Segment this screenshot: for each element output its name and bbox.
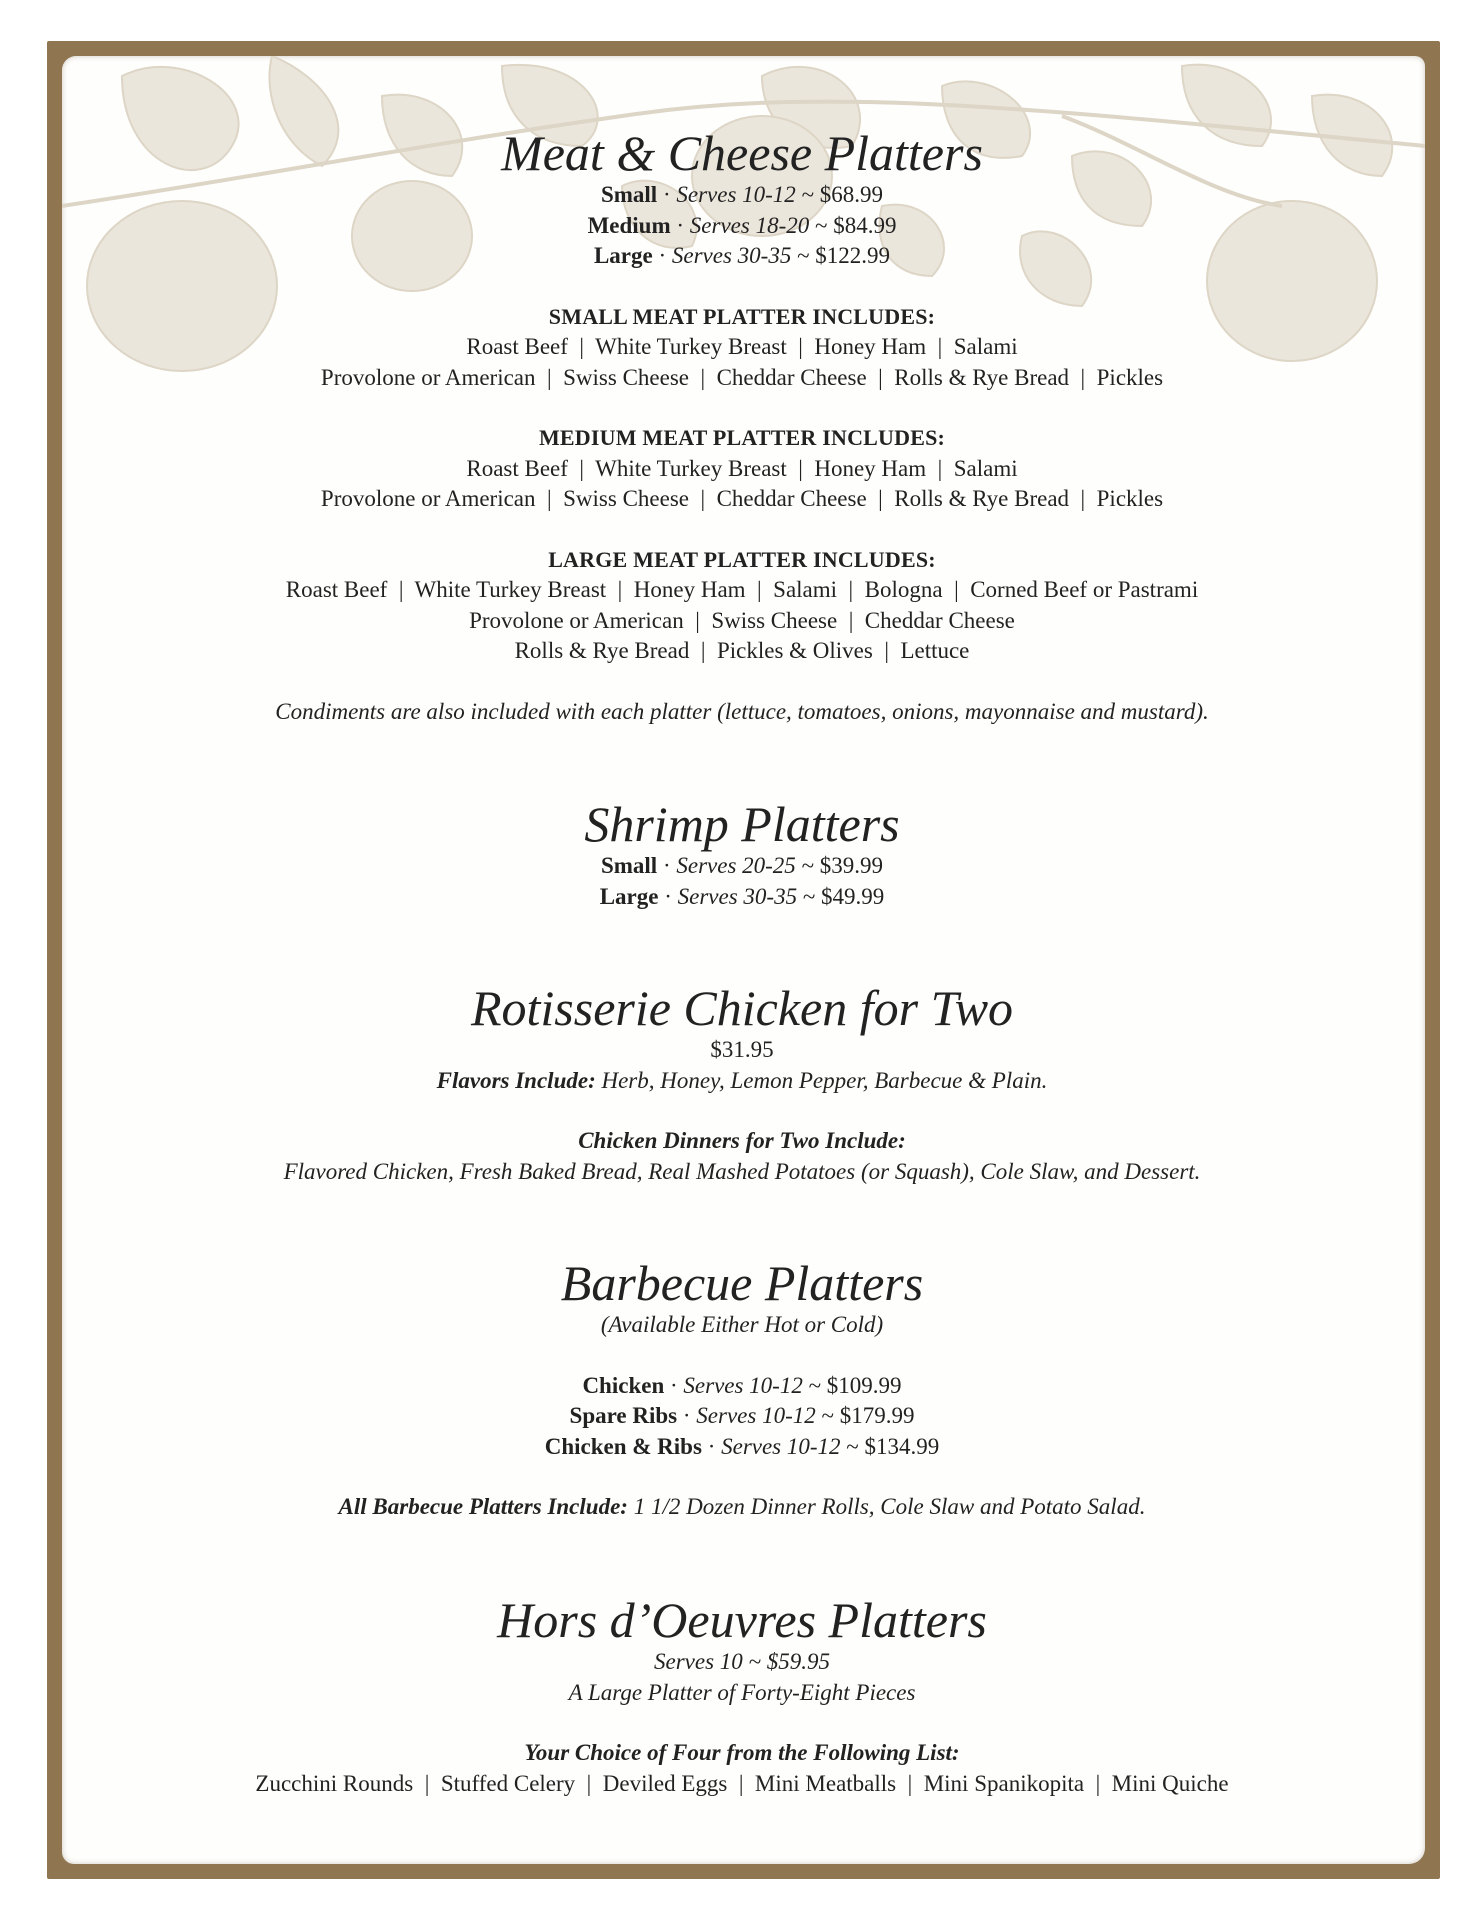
small-platter-heading: SMALL MEAT PLATTER INCLUDES: (548, 303, 936, 329)
section-title: Shrimp Platters (584, 796, 900, 852)
small-platter-line: Provolone or American | Swiss Cheese | Cheddar Cheese | Rolls & Rye Bread | Pickles (320, 364, 1164, 390)
chicken-section (0, 981, 1484, 1187)
size-line: Large · Serves 30-35 ~ $49.99 (599, 883, 885, 909)
chicken-price: $31.95 (710, 1037, 774, 1062)
large-platter-line: Roast Beef | White Turkey Breast | Honey Ham | Salami | Bologna | Corned Beef or Pastrami (285, 577, 1199, 602)
section-title: Hors d’Oeuvres Platters (497, 1592, 987, 1648)
section-title: Meat & Cheese Platters (501, 125, 983, 181)
flavors-line: Flavors Include: Herb, Honey, Lemon Pepper, Barbecue & Plain. (436, 1067, 1048, 1093)
medium-platter-line: Provolone or American | Swiss Cheese | Cheddar Cheese | Rolls & Rye Bread | Pickles (320, 486, 1164, 511)
section-title: Rotisserie Chicken for Two (470, 980, 1014, 1036)
medium-platter-line: Roast Beef | White Turkey Breast | Honey Ham | Salami (466, 455, 1018, 481)
hors-doeuvres-section (0, 1593, 1484, 1799)
medium-platter-heading: MEDIUM MEAT PLATTER INCLUDES: (538, 425, 946, 450)
bbq-item-line: Chicken & Ribs · Serves 10-12 ~ $134.99 (544, 1433, 940, 1459)
hors-serves: Serves 10 ~ $59.95 (654, 1649, 830, 1674)
section-title: Barbecue Platters (560, 1255, 924, 1311)
bbq-includes-line: All Barbecue Platters Include: 1 1/2 Dozen Dinner Rolls, Cole Slaw and Potato Salad. (338, 1494, 1146, 1519)
bbq-item-line: Spare Ribs · Serves 10-12 ~ $179.99 (569, 1403, 915, 1428)
dinners-text: Flavored Chicken, Fresh Baked Bread, Real Mashed Potatoes (or Squash), Cole Slaw, and Dessert. (283, 1158, 1201, 1184)
dinners-heading: Chicken Dinners for Two Include: (578, 1128, 906, 1153)
large-platter-line: Rolls & Rye Bread | Pickles & Olives | Lettuce (514, 638, 970, 663)
shrimp-section (0, 797, 1484, 912)
size-line: Small · Serves 20-25 ~ $39.99 (600, 853, 884, 878)
barbecue-section (0, 1256, 1484, 1523)
size-line: Small · Serves 10-12 ~ $68.99 (600, 182, 884, 207)
bbq-subtitle: (Available Either Hot or Cold) (600, 1312, 884, 1337)
condiments-note: Condiments are also included with each platter (lettuce, tomatoes, onions, mayonnaise and mustard). (275, 698, 1209, 724)
large-platter-heading: LARGE MEAT PLATTER INCLUDES: (548, 546, 936, 572)
large-platter-line: Provolone or American | Swiss Cheese | Cheddar Cheese (469, 607, 1015, 633)
choice-heading: Your Choice of Four from the Following List: (524, 1740, 960, 1765)
hors-pieces: A Large Platter of Forty-Eight Pieces (568, 1679, 916, 1705)
meat-cheese-section (0, 126, 1484, 727)
small-platter-line: Roast Beef | White Turkey Breast | Honey Ham | Salami (466, 334, 1018, 359)
bbq-item-line: Chicken · Serves 10-12 ~ $109.99 (582, 1372, 902, 1398)
choices-list: Zucchini Rounds | Stuffed Celery | Deviled Eggs | Mini Meatballs | Mini Spanikopita | Mini Quiche (255, 1770, 1229, 1796)
size-line: Medium · Serves 18-20 ~ $84.99 (587, 212, 897, 238)
size-line: Large · Serves 30-35 ~ $122.99 (593, 243, 891, 268)
